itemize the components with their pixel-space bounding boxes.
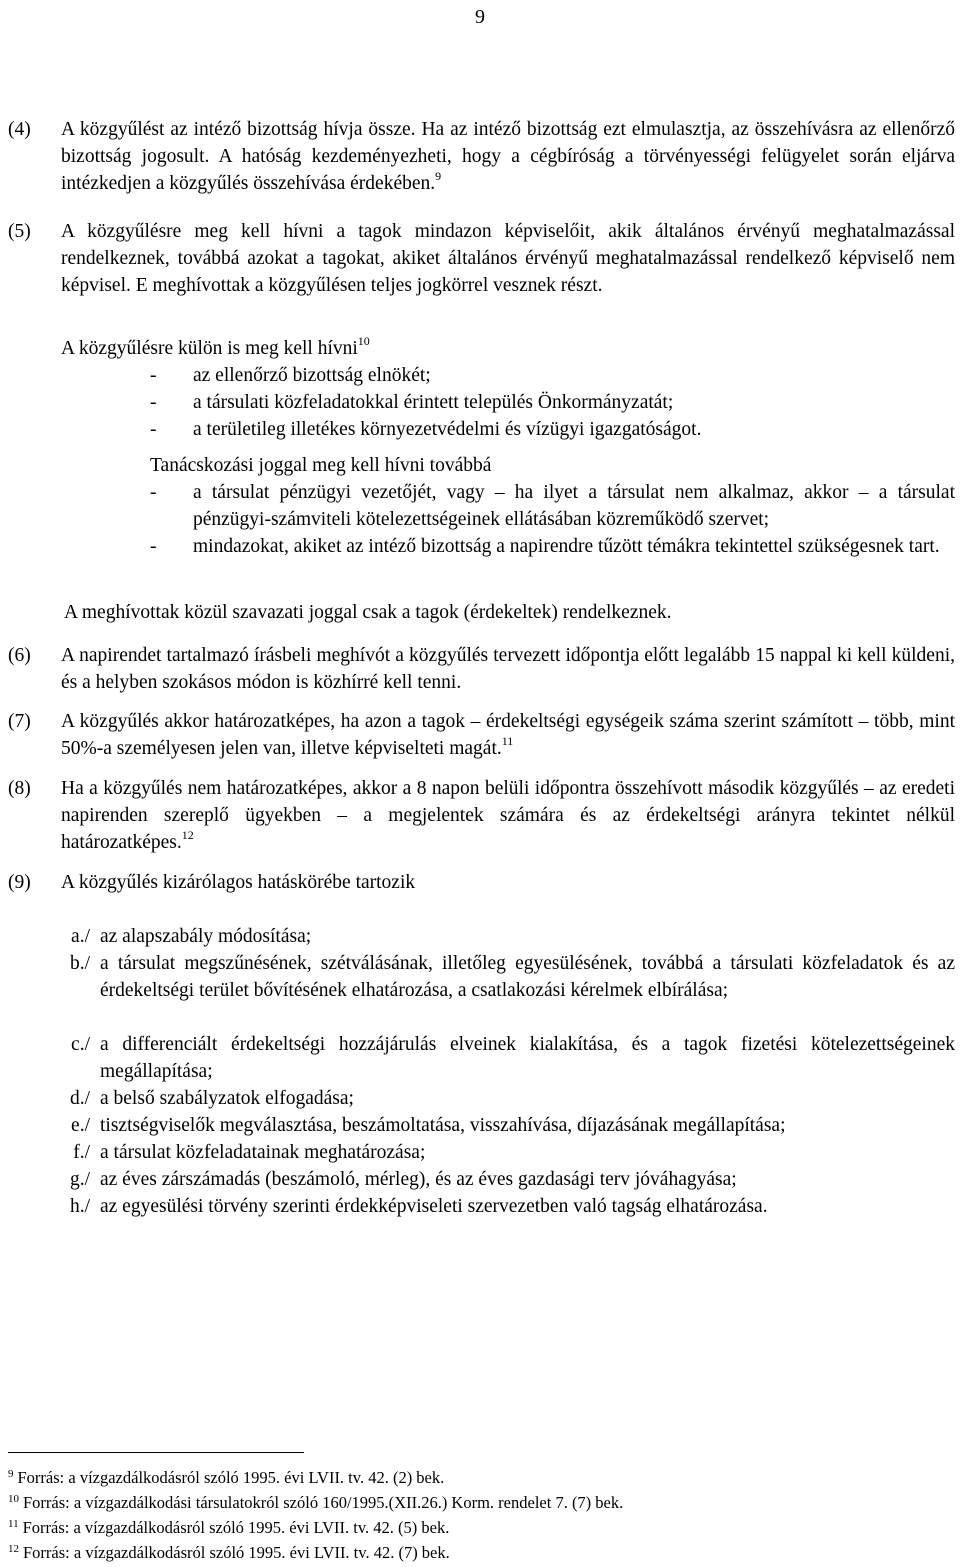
paragraph-5 bbox=[8, 218, 955, 299]
paragraph-number: (8) bbox=[8, 778, 31, 799]
list-item: h./ az egyesülési törvény szerinti érdekképviseleti szervezetben való tagság elhatározása. bbox=[69, 1196, 768, 1217]
closing-sentence: A meghívottak közül szavazati joggal csak a tagok (érdekeltek) rendelkeznek. bbox=[64, 602, 672, 623]
footnote-ref: 12 bbox=[181, 828, 194, 842]
paragraph-text: Ha a közgyűlés nem határozatképes, akkor a 8 napon belüli időpontra összehívott második közgyűlés – az eredeti napirenden szereplő ügyekben – a megjelentek számára és az érdekeltségi arányra tekintet nélkül határozatképes. bbox=[61, 778, 955, 853]
footnote-ref: 9 bbox=[435, 169, 442, 183]
list-item: c./ a differenciált érdekeltségi hozzájárulás elveinek kialakítása, és a tagok fizetési kötelezettségeinek megállapítása; bbox=[71, 1034, 955, 1082]
separate-invite-intro: A közgyűlésre külön is meg kell hívni$^{10}$ bbox=[61, 334, 370, 359]
paragraph-number: (5) bbox=[8, 221, 31, 242]
footnote-divider bbox=[8, 1452, 304, 1453]
list-item: f./ a társulat közfeladatainak meghatározása; bbox=[73, 1142, 426, 1163]
advisory-intro: Tanácskozási joggal meg kell hívni továbbá bbox=[150, 455, 492, 476]
list-item: - az ellenőrző bizottság elnökét; bbox=[150, 365, 431, 386]
list-item: - a társulat pénzügyi vezetőjét, vagy – ha ilyet a társulat nem alkalmaz, akkor – a társulat pénzügyi-számviteli kötelezettségeinek ellátásában közreműködő szervet; bbox=[150, 482, 955, 530]
paragraph-7 bbox=[8, 708, 955, 762]
paragraph-number: (4) bbox=[8, 119, 31, 140]
list-item: g./ az éves zárszámadás (beszámoló, mérleg), és az éves gazdasági terv jóváhagyása; bbox=[69, 1169, 737, 1190]
footnote: $^{10}$ Forrás: a vízgazdálkodási társulatokról szóló 160/1995.(XII.26.) Korm. rendelet 7. (7) bek. bbox=[8, 1493, 624, 1512]
footnote: $^{11}$ Forrás: a vízgazdálkodásról szóló 1995. évi LVII. tv. 42. (5) bek. bbox=[8, 1518, 450, 1537]
list-item: b./ a társulat megszűnésének, szétválásának, illetőleg egyesülésének, továbbá a társulati közfeladatok és az érdekeltségi terület bővítésének elhatározása, a csatlakozási kérelmek elbírálása; bbox=[69, 953, 955, 1001]
list-item: - a társulati közfeladatokkal érintett település Önkormányzatát; bbox=[150, 392, 674, 413]
footnote-ref: 11 bbox=[501, 734, 514, 748]
paragraph-text: A közgyűlést az intéző bizottság hívja össze. Ha az intéző bizottság ezt elmulasztja, az összehívásra az ellenőrző bizottság jogosult. A hatóság kezdeményezheti, hogy a cégbíróság a törvényességi felügyelet során eljárva intézkedjen a közgyűlés összehívása érdekében. bbox=[61, 119, 955, 194]
paragraph-text: A napirendet tartalmazó írásbeli meghívót a közgyűlés tervezett időpontja előtt legalább 15 nappal ki kell küldeni, és a helyben szokásos módon is közhírré kell tenni. bbox=[61, 645, 955, 693]
paragraph-4 bbox=[8, 116, 955, 197]
paragraph-text: A közgyűlés kizárólagos hatáskörébe tartozik bbox=[61, 872, 416, 893]
paragraph-6 bbox=[8, 642, 955, 696]
footnote: $^9$ Forrás: a vízgazdálkodásról szóló 1995. évi LVII. tv. 42. (2) bek. bbox=[8, 1468, 445, 1487]
paragraph-text: A közgyűlésre meg kell hívni a tagok mindazon képviselőit, akik általános érvényű meghatalmazással rendelkeznek, továbbá azokat a tagokat, akiket általános érvényű meghatalmazással rendelkező képviselő nem képvisel. E meghívottak a közgyűlésen teljes jogkörrel vesznek részt. bbox=[61, 221, 955, 296]
list-item: - a területileg illetékes környezetvédelmi és vízügyi igazgatóságot. bbox=[150, 419, 702, 440]
list-item: e./ tisztségviselők megválasztása, beszámoltatása, visszahívása, díjazásának megállapítása; bbox=[71, 1115, 786, 1136]
paragraph-8 bbox=[8, 775, 955, 856]
paragraph-text: A közgyűlés akkor határozatképes, ha azon a tagok – érdekeltségi egységeik száma szerint számított – több, mint 50%-a személyesen jelen van, illetve képviselteti magát. bbox=[61, 711, 955, 759]
paragraph-number: (7) bbox=[8, 711, 31, 732]
list-item: d./ a belső szabályzatok elfogadása; bbox=[69, 1088, 354, 1109]
list-item: a./ az alapszabály módosítása; bbox=[71, 926, 312, 947]
page-number: 9 bbox=[475, 6, 485, 28]
list-item: - mindazokat, akiket az intéző bizottság a napirendre tűzött témákra tekintettel szükségesnek tart. bbox=[150, 536, 940, 557]
paragraph-9 bbox=[8, 869, 955, 896]
footnote-ref: 10 bbox=[357, 334, 370, 348]
footnote: $^{12}$ Forrás: a vízgazdálkodásról szóló 1995. évi LVII. tv. 42. (7) bek. bbox=[8, 1543, 450, 1562]
paragraph-number: (6) bbox=[8, 645, 31, 666]
paragraph-number: (9) bbox=[8, 872, 31, 893]
